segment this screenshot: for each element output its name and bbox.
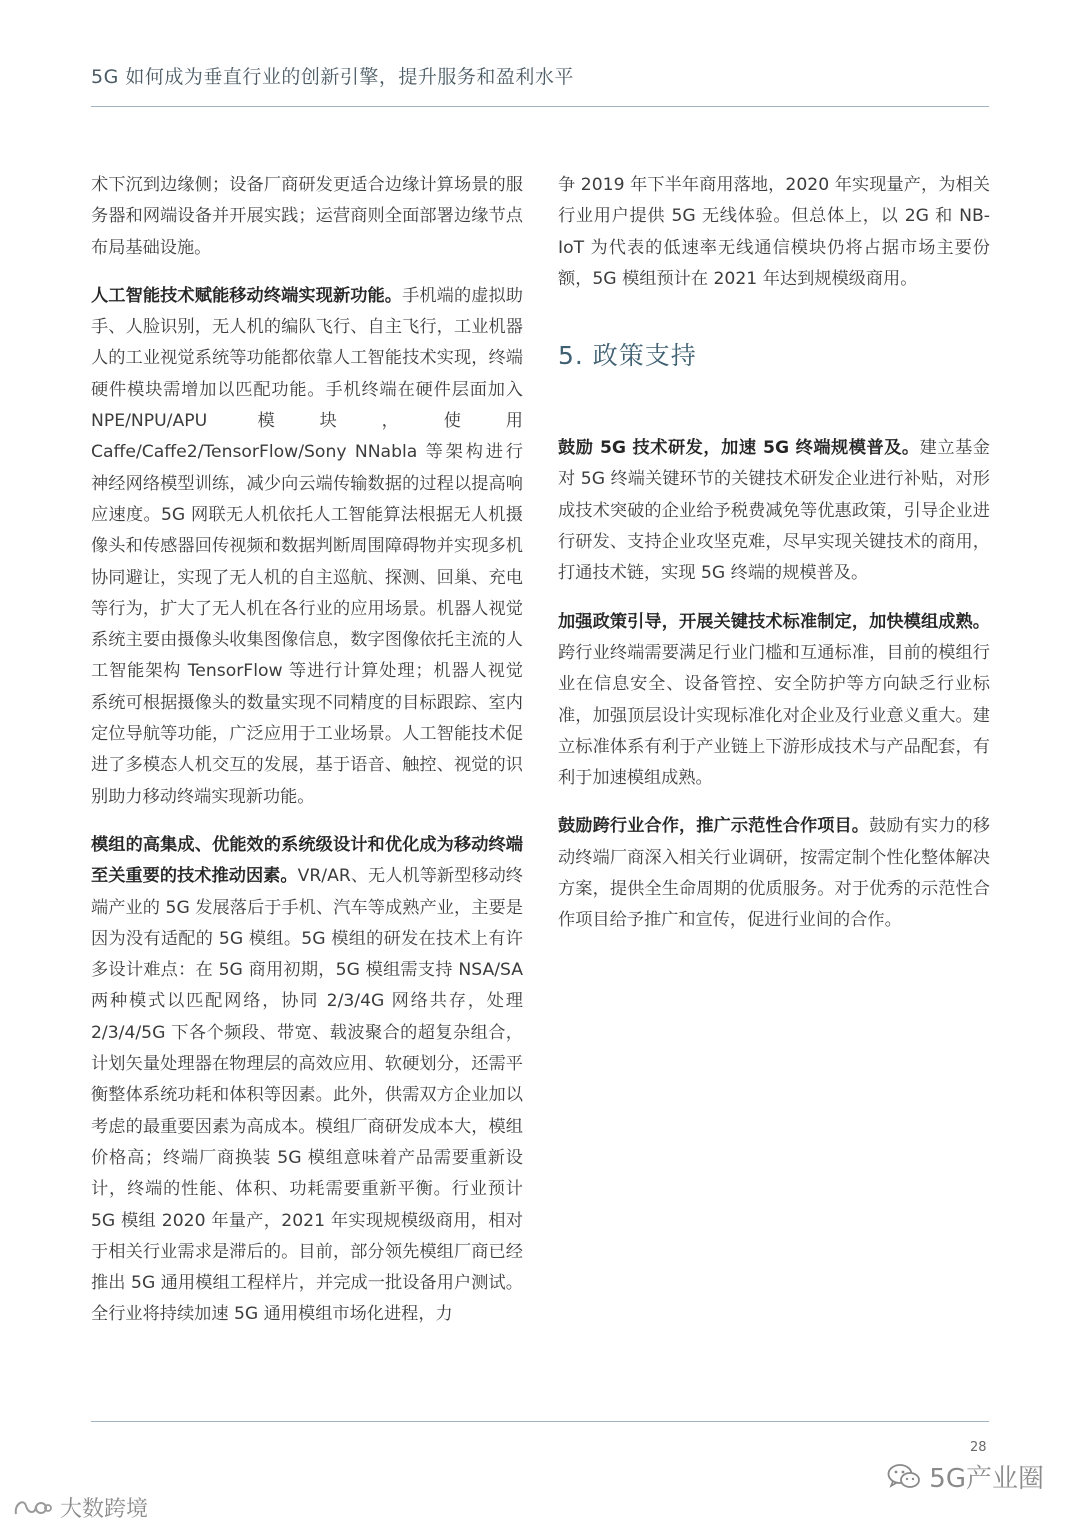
- logo-swirl-icon: [12, 1496, 52, 1520]
- paragraph-ai-terminal: [91, 281, 523, 813]
- watermark-text: 5G产业圈: [929, 1464, 1044, 1494]
- paragraph-lead: 加强政策引导，开展关键技术标准制定，加快模组成熟。: [558, 611, 990, 632]
- paragraph-module-continued: 争 2019 年下半年商用落地，2020 年实现量产，为相关行业用户提供 5G 无线体验。但总体上，以 2G 和 NB-IoT 为代表的低速率无线通信模块仍将占据市场主要份额，5G 模组预计在 2021 年达到规模级商用。: [558, 175, 990, 289]
- paragraph-body: 鼓励有实力的移动终端厂商深入相关行业调研，按需定制个性化整体解决方案，提供全生命周期的优质服务。对于优秀的示范性合作项目给予推广和宣传，促进行业间的合作。: [558, 816, 990, 931]
- paragraph-lead: 鼓励 5G 技术研发，加速 5G 终端规模普及。: [558, 438, 920, 459]
- page-number: 28: [970, 1440, 987, 1455]
- paragraph-edge-computing-continued: [91, 170, 523, 264]
- header-divider: [91, 106, 989, 107]
- wechat-icon: [887, 1463, 921, 1491]
- paragraph-policy-rnd: [558, 433, 990, 589]
- paragraph-lead: 人工智能技术赋能移动终端实现新功能。: [91, 285, 403, 306]
- watermark-5g-industry: [887, 1458, 1044, 1495]
- paragraph-body: VR/AR、无人机等新型移动终端产业的 5G 发展落后于手机、汽车等成熟产业，主要是因为没有适配的 5G 模组。5G 模组的研发在技术上有许多设计难点：在 5G 商用初期，5G 模组需支持 NSA/SA 两种模式以匹配网络，协同 2/3/4G 网络共存，处理 2/3/4/5G 下各个频段、带宽、载波聚合的超复杂组合，计划矢量处理器在物理层的高效应用、软硬划分，还需平衡整体系统功耗和体积等因素。此外，供需双方企业加以考虑的最重要因素为高成本。模组厂商研发成本大，模组价格高；终端厂商换装 5G 模组意味着产品需要重新设计，终端的性能、体积、功耗需要重新平衡。行业预计 5G 模组 2020 年量产，2021 年实现规模级商用，相对于相关行业需求是滞后的。目前，部分领先模组厂商已经推出 5G 通用模组工程样片，并完成一批设备用户测试。全行业将持续加速 5G 通用模组市场化进程，力: [91, 866, 523, 1325]
- paragraph-body: 术下沉到边缘侧；设备厂商研发更适合边缘计算场景的服务器和网端设备并开展实践；运营商则全面部署边缘节点布局基础设施。: [91, 175, 523, 258]
- footer-divider: [91, 1421, 989, 1422]
- paragraph-body: 手机端的虚拟助手、人脸识别，无人机的编队飞行、自主飞行，工业机器人的工业视觉系统等功能都依靠人工智能技术实现，终端硬件模块需增加以匹配功能。手机终端在硬件层面加入 NPE/NPU/APU 模块，使用 Caffe/Caffe2/TensorFlow/Sony NNabla 等架构进行神经网络模型训练，减少向云端传输数据的过程以提高响应速度。5G 网联无人机依托人工智能算法根据无人机摄像头和传感器回传视频和数据判断周围障碍物并实现多机协同避让，实现了无人机的自主巡航、探测、回巢、充电等行为，扩大了无人机在各行业的应用场景。机器人视觉系统主要由摄像头收集图像信息，数字图像依托主流的人工智能架构 TensorFlow 等进行计算处理；机器人视觉系统可根据摄像头的数量实现不同精度的目标跟踪、室内定位导航等功能，广泛应用于工业场景。人工智能技术促进了多模态人机交互的发展，基于语音、触控、视觉的识别助力移动终端实现新功能。: [91, 285, 523, 807]
- paragraph-lead: 鼓励跨行业合作，推广示范性合作项目。: [558, 816, 870, 837]
- watermark-text: 大数跨境: [60, 1497, 149, 1522]
- left-column: [91, 170, 523, 1348]
- paragraph-module-integration: [91, 830, 523, 1331]
- paragraph-policy-cooperation: [558, 811, 990, 936]
- paragraph-body: 建立基金对 5G 终端关键环节的关键技术研发企业进行补贴，对形成技术突破的企业给予税费减免等优惠政策，引导企业进行研发、支持企业攻坚克难，尽早实现关键技术的商用，打通技术链，实现 5G 终端的规模普及。: [558, 438, 990, 584]
- page-header-title: 5G 如何成为垂直行业的创新引擎，提升服务和盈利水平: [91, 66, 574, 88]
- right-column: [558, 170, 990, 954]
- paragraph-policy-standards: [558, 607, 990, 795]
- paragraph-body: 跨行业终端需要满足行业门槛和互通标准，目前的模组行业在信息安全、设备管控、安全防护等方向缺乏行业标准，加强顶层设计实现标准化对企业及行业意义重大。建立标准体系有利于产业链上下游形成技术与产品配套，有利于加速模组成熟。: [558, 642, 990, 789]
- section-heading-policy: 5. 政策支持: [558, 341, 697, 371]
- watermark-cross-border: [12, 1492, 148, 1523]
- paragraph-lead: 模组的高集成、优能效的系统级设计和优化成为移动终端至关重要的技术推动因素。: [91, 834, 523, 887]
